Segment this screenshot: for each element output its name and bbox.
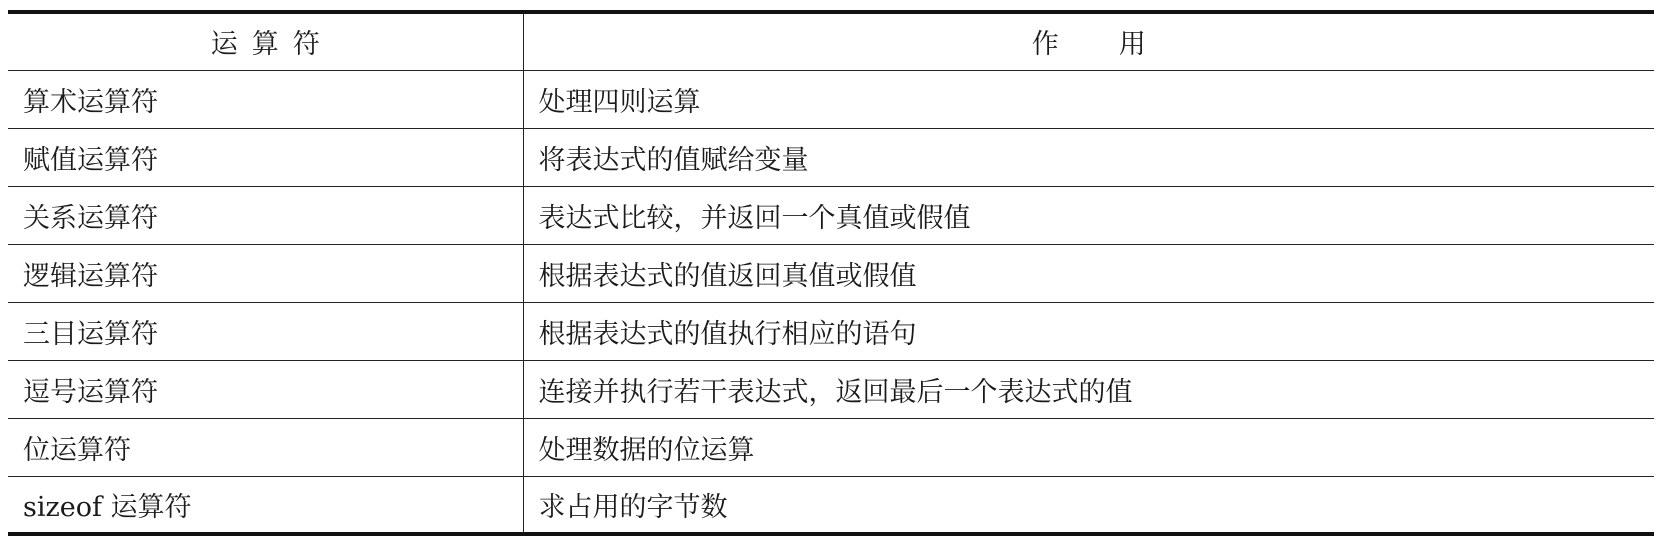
purpose-cell: 处理四则运算 bbox=[523, 70, 1654, 128]
table-row bbox=[8, 476, 1654, 534]
operator-cell: 逗号运算符 bbox=[8, 360, 523, 418]
table-row bbox=[8, 186, 1654, 244]
purpose-cell: 根据表达式的值执行相应的语句 bbox=[523, 302, 1654, 360]
operator-table-container bbox=[8, 10, 1654, 536]
operator-cell: 算术运算符 bbox=[8, 70, 523, 128]
purpose-cell: 将表达式的值赋给变量 bbox=[523, 128, 1654, 186]
table-row bbox=[8, 244, 1654, 302]
operator-cell: 关系运算符 bbox=[8, 186, 523, 244]
operator-cell: sizeof 运算符 bbox=[8, 476, 523, 534]
purpose-cell: 根据表达式的值返回真值或假值 bbox=[523, 244, 1654, 302]
table-row bbox=[8, 418, 1654, 476]
header-operator: 运算符 bbox=[8, 12, 523, 70]
purpose-cell: 处理数据的位运算 bbox=[523, 418, 1654, 476]
purpose-cell: 连接并执行若干表达式，返回最后一个表达式的值 bbox=[523, 360, 1654, 418]
table-row bbox=[8, 128, 1654, 186]
header-purpose: 作用 bbox=[523, 12, 1654, 70]
operator-cell: 三目运算符 bbox=[8, 302, 523, 360]
purpose-cell: 表达式比较，并返回一个真值或假值 bbox=[523, 186, 1654, 244]
table-row bbox=[8, 360, 1654, 418]
operator-table bbox=[8, 10, 1654, 536]
purpose-cell: 求占用的字节数 bbox=[523, 476, 1654, 534]
table-header bbox=[8, 12, 1654, 70]
operator-cell: 赋值运算符 bbox=[8, 128, 523, 186]
operator-cell: 逻辑运算符 bbox=[8, 244, 523, 302]
header-row bbox=[8, 12, 1654, 70]
table-row bbox=[8, 70, 1654, 128]
table-body bbox=[8, 70, 1654, 534]
table-row bbox=[8, 302, 1654, 360]
operator-cell: 位运算符 bbox=[8, 418, 523, 476]
